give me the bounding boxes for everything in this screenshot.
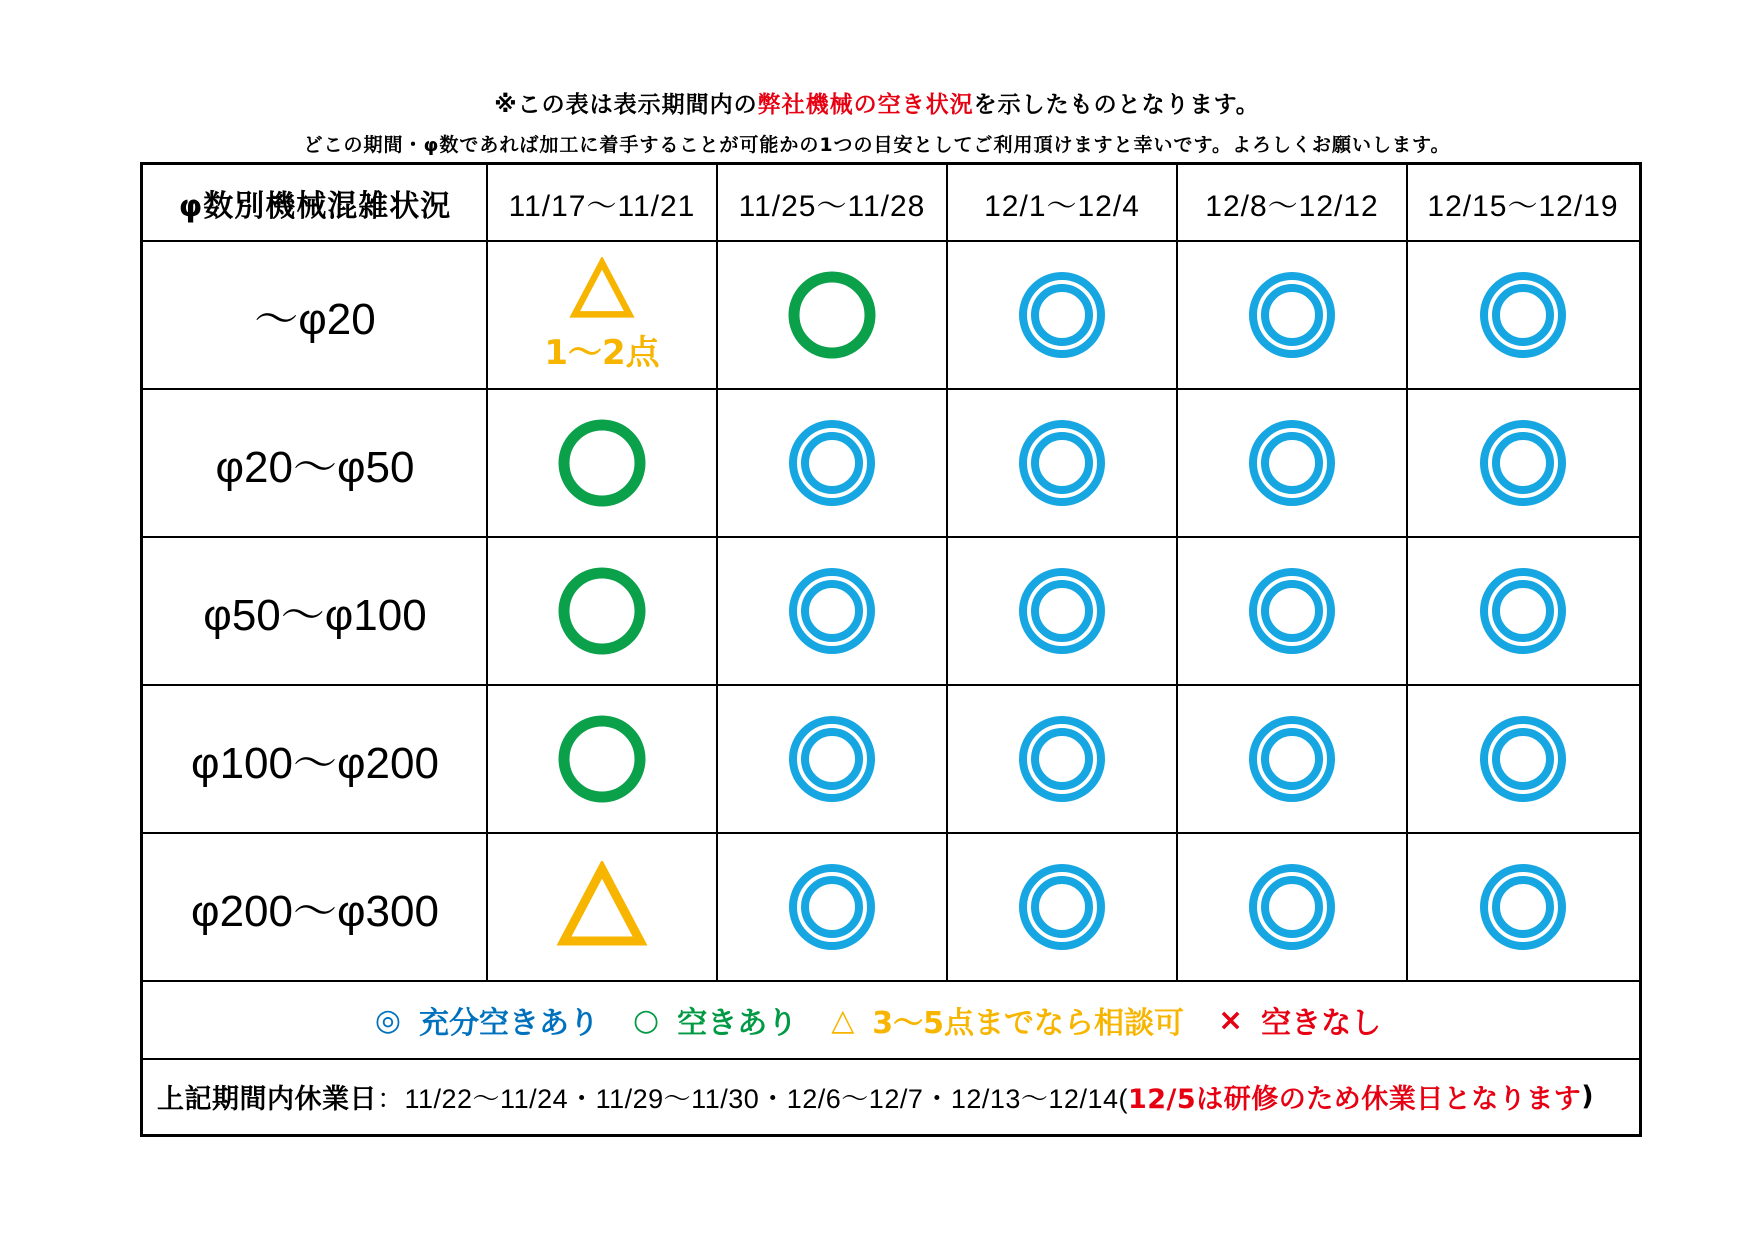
column-header-period: 12/8〜12/12 <box>1205 190 1379 223</box>
double-circle-icon <box>1246 269 1338 361</box>
legend-label: 空きあり <box>677 1006 798 1041</box>
holiday-close: ) <box>1581 1081 1595 1112</box>
double-circle-icon <box>786 861 878 953</box>
double-circle-icon <box>1477 861 1569 953</box>
availability-cell <box>1407 685 1639 833</box>
double-circle-icon <box>1016 269 1108 361</box>
column-header-period: 12/15〜12/19 <box>1427 190 1619 223</box>
availability-cell <box>947 389 1177 537</box>
double-circle-icon <box>1477 565 1569 657</box>
double-circle-icon <box>1477 417 1569 509</box>
circle-icon <box>556 713 648 805</box>
holiday-note: 12/5は研修のため休業日となります <box>1127 1084 1582 1115</box>
availability-cell <box>1177 685 1407 833</box>
notice-line-1-post: を示したものとなります。 <box>973 92 1260 118</box>
circle-icon <box>786 269 878 361</box>
double-circle-icon <box>786 713 878 805</box>
column-header-period: 12/1〜12/4 <box>984 190 1140 223</box>
double-circle-icon <box>1246 417 1338 509</box>
availability-cell <box>947 685 1177 833</box>
double-circle-icon <box>1016 713 1108 805</box>
availability-table <box>140 162 1642 1137</box>
availability-cell <box>947 537 1177 685</box>
double-circle-icon <box>786 417 878 509</box>
row-label-diameter: φ50〜φ100 <box>203 591 427 640</box>
availability-cell <box>717 389 947 537</box>
availability-cell <box>487 389 717 537</box>
row-label-diameter: 〜φ20 <box>254 295 376 344</box>
holiday-footer <box>143 1059 1653 1134</box>
availability-cell <box>1177 241 1407 389</box>
double-circle-icon <box>1016 861 1108 953</box>
availability-cell <box>717 537 947 685</box>
legend-item <box>633 998 797 1042</box>
legend-symbol-icon: ○ <box>633 1002 660 1038</box>
availability-cell <box>717 241 947 389</box>
availability-cell <box>947 241 1177 389</box>
notice-line-1-highlight: 弊社機械の空き状況 <box>757 92 974 118</box>
legend <box>143 981 1639 1059</box>
availability-cell <box>487 241 717 389</box>
double-circle-icon <box>1477 713 1569 805</box>
legend-item <box>831 998 1184 1042</box>
availability-cell <box>1407 241 1639 389</box>
table-corner-label: φ数別機械混雑状況 <box>178 189 452 224</box>
notice-line-1 <box>0 86 1754 119</box>
availability-cell <box>487 833 717 981</box>
holiday-label: 上記期間内休業日 <box>157 1084 377 1115</box>
double-circle-icon <box>1246 565 1338 657</box>
double-circle-icon <box>1016 417 1108 509</box>
triangle-note: 1〜2点 <box>544 332 660 373</box>
availability-cell <box>1177 833 1407 981</box>
double-circle-icon <box>1246 713 1338 805</box>
triangle-icon <box>556 861 648 953</box>
legend-symbol-icon: △ <box>831 1002 855 1038</box>
column-header-period: 11/17〜11/21 <box>508 190 696 223</box>
double-circle-icon <box>786 565 878 657</box>
legend-label: 空きなし <box>1261 1006 1382 1041</box>
availability-cell <box>1407 537 1639 685</box>
legend-item <box>375 998 599 1042</box>
availability-cell <box>487 685 717 833</box>
availability-cell <box>487 537 717 685</box>
circle-icon <box>556 565 648 657</box>
availability-cell <box>717 685 947 833</box>
row-label-diameter: φ20〜φ50 <box>215 443 415 492</box>
legend-label: 3〜5点までなら相談可 <box>872 1006 1185 1041</box>
legend-symbol-icon: × <box>1218 1002 1244 1038</box>
legend-item <box>1218 998 1381 1042</box>
circle-icon <box>556 417 648 509</box>
column-header-period: 11/25〜11/28 <box>738 190 926 223</box>
availability-cell <box>1177 537 1407 685</box>
double-circle-icon <box>1477 269 1569 361</box>
availability-cell <box>717 833 947 981</box>
legend-label: 充分空きあり <box>419 1006 600 1041</box>
legend-symbol-icon: ◎ <box>374 1002 402 1038</box>
row-label-diameter: φ100〜φ200 <box>191 739 439 788</box>
notice-line-2: どこの期間・φ数であれば加工に着手することが可能かの1つの目安としてご利用頂けますと幸いです。よろしくお願いします。 <box>303 134 1451 156</box>
holiday-dates: ：11/22〜11/24・11/29〜11/30・12/6〜12/7・12/13〜12/14( <box>377 1084 1128 1114</box>
availability-cell <box>1407 833 1639 981</box>
availability-cell <box>947 833 1177 981</box>
triangle-icon <box>569 257 635 323</box>
double-circle-icon <box>1016 565 1108 657</box>
availability-cell <box>1407 389 1639 537</box>
row-label-diameter: φ200〜φ300 <box>191 887 439 936</box>
notice-line-1-pre: ※この表は表示期間内の <box>494 92 758 118</box>
availability-cell <box>1177 389 1407 537</box>
double-circle-icon <box>1246 861 1338 953</box>
